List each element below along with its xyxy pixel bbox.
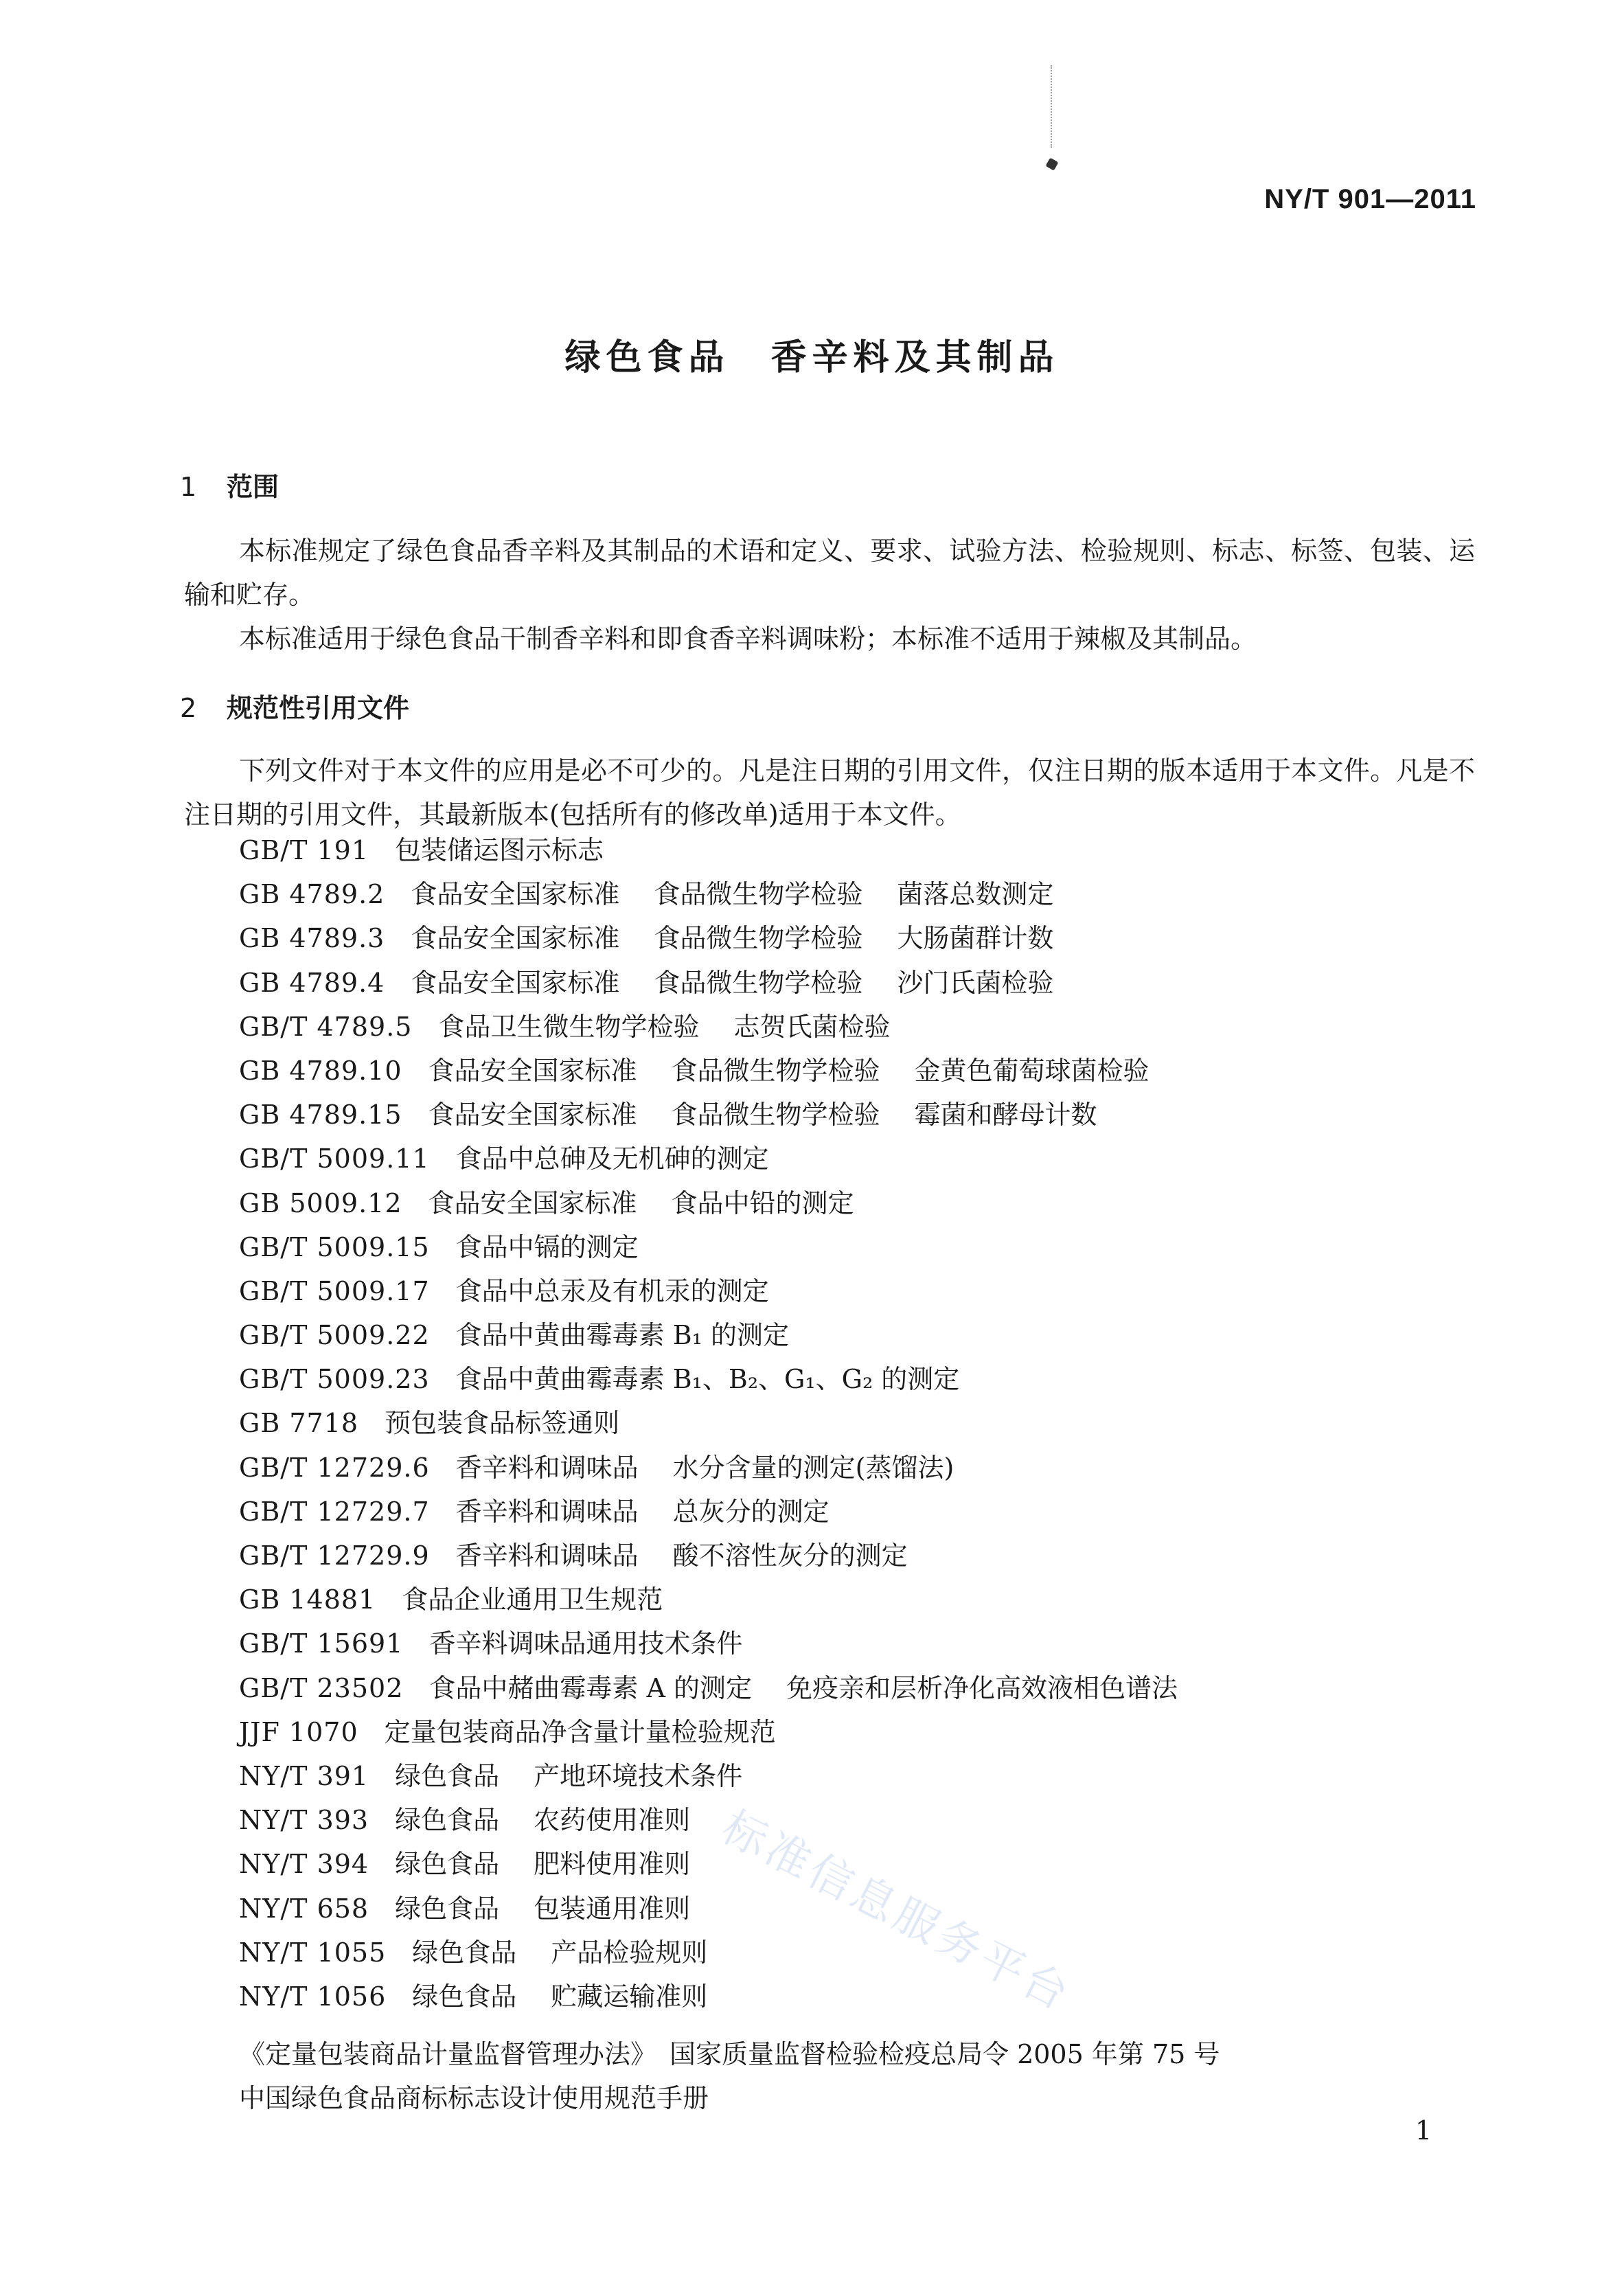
- reference-title-part: 沙门氏菌检验: [897, 967, 1054, 998]
- reference-title-part: 食品卫生微生物学检验: [438, 1011, 700, 1042]
- reference-title-part: 金黄色葡萄球菌检验: [914, 1055, 1150, 1086]
- reference-item: [239, 1666, 1212, 1710]
- reference-title-part: 食品微生物学检验: [671, 1055, 880, 1086]
- reference-title-part: 绿色食品: [395, 1893, 500, 1924]
- reference-code: GB/T 4789.5: [239, 1011, 413, 1042]
- reference-code: NY/T 391: [239, 1760, 369, 1791]
- reference-title-part: 贮藏运输准则: [551, 1981, 708, 2012]
- reference-item: [239, 1754, 1212, 1798]
- reference-title-part: 霉菌和酵母计数: [914, 1100, 1097, 1130]
- reference-item: [239, 1225, 1212, 1269]
- reference-title-part: 绿色食品: [412, 1981, 517, 2012]
- reference-code: JJF 1070: [239, 1716, 358, 1747]
- reference-title-part: 食品安全国家标准: [411, 879, 620, 910]
- reference-code: GB 4789.15: [239, 1100, 402, 1130]
- document-title: 绿色食品 香辛料及其制品: [564, 337, 1060, 378]
- section-1-paragraph-1: 本标准规定了绿色食品香辛料及其制品的术语和定义、要求、试验方法、检验规则、标志、标签、包装、运输和贮存。: [184, 536, 1475, 610]
- reference-title: [411, 968, 1088, 998]
- reference-title-part: 食品微生物学检验: [671, 1100, 880, 1130]
- reference-title-part: 香辛料调味品通用技术条件: [429, 1628, 743, 1659]
- reference-item: [239, 1887, 1212, 1931]
- reference-code: GB/T 5009.17: [239, 1275, 430, 1306]
- reference-title-part: 食品中总砷及无机砷的测定: [455, 1144, 769, 1174]
- section-title: 范围: [227, 472, 279, 502]
- reference-code: GB/T 5009.23: [239, 1364, 430, 1395]
- section-number: 2: [180, 693, 197, 723]
- reference-title-part: 香辛料和调味品: [455, 1496, 639, 1527]
- page-number: 1: [1415, 2115, 1432, 2146]
- reference-item: [239, 1490, 1212, 1534]
- reference-title-part: 酸不溶性灰分的测定: [672, 1541, 908, 1571]
- reference-code: GB 5009.12: [239, 1187, 402, 1218]
- reference-item: [239, 1622, 1212, 1666]
- reference-code: GB/T 23502: [239, 1672, 404, 1703]
- reference-title-part: 预包装食品标签通则: [385, 1408, 620, 1439]
- reference-title-part: 志贺氏菌检验: [733, 1011, 891, 1042]
- reference-title-part: 食品安全国家标准: [411, 967, 620, 998]
- reference-title-part: 食品安全国家标准: [411, 923, 620, 954]
- reference-title-part: 定量包装商品净含量计量检验规范: [384, 1716, 776, 1747]
- reference-item: [239, 1049, 1212, 1093]
- reference-title-part: 食品中黄曲霉毒素 B₁、B₂、G₁、G₂ 的测定: [455, 1364, 960, 1395]
- reference-code: GB/T 12729.6: [239, 1452, 430, 1483]
- reference-item: [239, 1446, 1212, 1490]
- reference-item: [239, 1137, 1212, 1181]
- reference-title: [456, 1453, 989, 1483]
- reference-item: [239, 961, 1212, 1005]
- reference-item: [239, 1313, 1212, 1357]
- reference-code: GB 4789.3: [239, 923, 385, 954]
- reference-item: [239, 1181, 1212, 1225]
- reference-title-part: 水分含量的测定(蒸馏法): [672, 1452, 954, 1483]
- reference-title-part: 免疫亲和层析净化高效液相色谱法: [786, 1672, 1178, 1703]
- reference-code: NY/T 393: [239, 1805, 369, 1836]
- reference-title-part: 食品中总汞及有机汞的测定: [455, 1275, 769, 1306]
- reference-title: [412, 1981, 742, 2012]
- reference-code: GB 4789.4: [239, 967, 385, 998]
- reference-code: GB 4789.10: [239, 1055, 402, 1086]
- reference-title: [395, 1805, 724, 1835]
- reference-title: [456, 1144, 803, 1174]
- reference-title-part: 食品安全国家标准: [428, 1100, 637, 1130]
- reference-title: [456, 1320, 823, 1350]
- section-1-paragraph-2: 本标准适用于绿色食品干制香辛料和即食香辛料调味粉；本标准不适用于辣椒及其制品。: [239, 624, 1257, 654]
- reference-code: GB/T 5009.11: [239, 1144, 430, 1174]
- reference-title: [429, 1673, 1212, 1703]
- reference-title-part: 食品微生物学检验: [654, 967, 863, 998]
- watermark: 标准信息服务平台: [713, 1801, 1080, 2022]
- reference-title-part: 食品微生物学检验: [654, 879, 863, 910]
- reference-item: [239, 916, 1212, 960]
- section-title: 规范性引用文件: [227, 693, 410, 723]
- reference-item: [239, 1710, 1212, 1754]
- reference-code: GB 7718: [239, 1408, 359, 1439]
- reference-item: [239, 1093, 1212, 1137]
- reference-item: [239, 828, 1212, 872]
- reference-title-part: 食品企业通用卫生规范: [402, 1584, 663, 1615]
- reference-code: NY/T 1056: [239, 1981, 387, 2012]
- reference-title: [456, 1276, 803, 1306]
- reference-title-part: 绿色食品: [395, 1849, 500, 1880]
- reference-title-part: 肥料使用准则: [534, 1849, 691, 1880]
- reference-code: GB 4789.2: [239, 879, 385, 910]
- section-2-heading: [180, 687, 409, 725]
- reference-title-part: 食品中铅的测定: [671, 1187, 854, 1218]
- reference-code: GB/T 15691: [239, 1628, 404, 1659]
- reference-item: [239, 872, 1212, 916]
- reference-title: [456, 1232, 673, 1262]
- reference-title: [428, 1056, 1184, 1086]
- reference-code: GB/T 191: [239, 835, 369, 865]
- section-1-heading: [180, 466, 279, 503]
- reference-title-part: 包装通用准则: [534, 1893, 691, 1924]
- reference-title-part: 总灰分的测定: [672, 1496, 830, 1527]
- reference-title: [395, 1761, 777, 1791]
- reference-title-part: 食品安全国家标准: [428, 1055, 637, 1086]
- reference-title: [411, 879, 1088, 909]
- reference-title-part: 食品中赭曲霉毒素 A 的测定: [429, 1672, 753, 1703]
- reference-code: NY/T 658: [239, 1893, 369, 1924]
- scan-artifact: [1051, 65, 1055, 148]
- reference-title: [395, 1894, 724, 1924]
- reference-title-part: 产地环境技术条件: [534, 1760, 743, 1791]
- reference-title-part: 包装储运图示标志: [395, 835, 604, 865]
- reference-title-part: 食品微生物学检验: [654, 923, 863, 954]
- reference-code: GB/T 5009.22: [239, 1320, 430, 1351]
- extra-reference: 中国绿色食品商标标志设计使用规范手册: [239, 2083, 709, 2113]
- reference-code: GB/T 12729.9: [239, 1541, 430, 1571]
- reference-item: [239, 1005, 1212, 1049]
- reference-title: [385, 1717, 810, 1747]
- reference-title: [429, 1628, 777, 1659]
- reference-title: [428, 1188, 889, 1218]
- reference-code: NY/T 1055: [239, 1937, 387, 1968]
- reference-title: [402, 1584, 697, 1615]
- reference-title: [438, 1012, 924, 1042]
- reference-title-part: 食品中黄曲霉毒素 B₁ 的测定: [455, 1320, 789, 1351]
- reference-title: [385, 1408, 654, 1438]
- reference-item: [239, 1578, 1212, 1622]
- reference-item: [239, 1534, 1212, 1578]
- scan-artifact-dot: [1045, 157, 1058, 170]
- reference-title-part: 绿色食品: [395, 1760, 500, 1791]
- reference-title-part: 菌落总数测定: [897, 879, 1054, 910]
- reference-title: [395, 1849, 724, 1879]
- reference-title-part: 大肠菌群计数: [897, 923, 1054, 954]
- reference-item: [239, 1269, 1212, 1313]
- reference-title: [456, 1541, 942, 1571]
- reference-title-part: 绿色食品: [412, 1937, 517, 1968]
- reference-title-part: 绿色食品: [395, 1805, 500, 1836]
- standard-code: NY/T 901—2011: [1264, 184, 1476, 214]
- reference-item: [239, 1357, 1212, 1401]
- reference-title-part: 食品中镉的测定: [455, 1231, 639, 1262]
- reference-title-part: 农药使用准则: [534, 1805, 691, 1836]
- section-number: 1: [180, 472, 197, 502]
- reference-item: [239, 1401, 1212, 1445]
- reference-title: [428, 1100, 1132, 1130]
- reference-code: NY/T 394: [239, 1849, 369, 1880]
- reference-code: GB/T 12729.7: [239, 1496, 430, 1527]
- reference-title-part: 香辛料和调味品: [455, 1452, 639, 1483]
- reference-title: [412, 1937, 742, 1968]
- reference-title-part: 食品安全国家标准: [428, 1187, 637, 1218]
- reference-code: GB 14881: [239, 1584, 376, 1615]
- section-2-paragraph-1: 下列文件对于本文件的应用是必不可少的。凡是注日期的引用文件，仅注日期的版本适用于本文件。凡是不注日期的引用文件，其最新版本(包括所有的修改单)适用于本文件。: [184, 755, 1475, 830]
- extra-reference: 《定量包装商品计量监督管理办法》 国家质量监督检验检疫总局令 2005 年第 75 号: [239, 2039, 1220, 2069]
- reference-title: [456, 1497, 864, 1527]
- reference-title-part: 产品检验规则: [551, 1937, 708, 1968]
- reference-title: [411, 923, 1088, 953]
- reference-code: GB/T 5009.15: [239, 1231, 430, 1262]
- reference-title: [456, 1364, 994, 1394]
- reference-title: [395, 835, 638, 865]
- reference-title-part: 香辛料和调味品: [455, 1541, 639, 1571]
